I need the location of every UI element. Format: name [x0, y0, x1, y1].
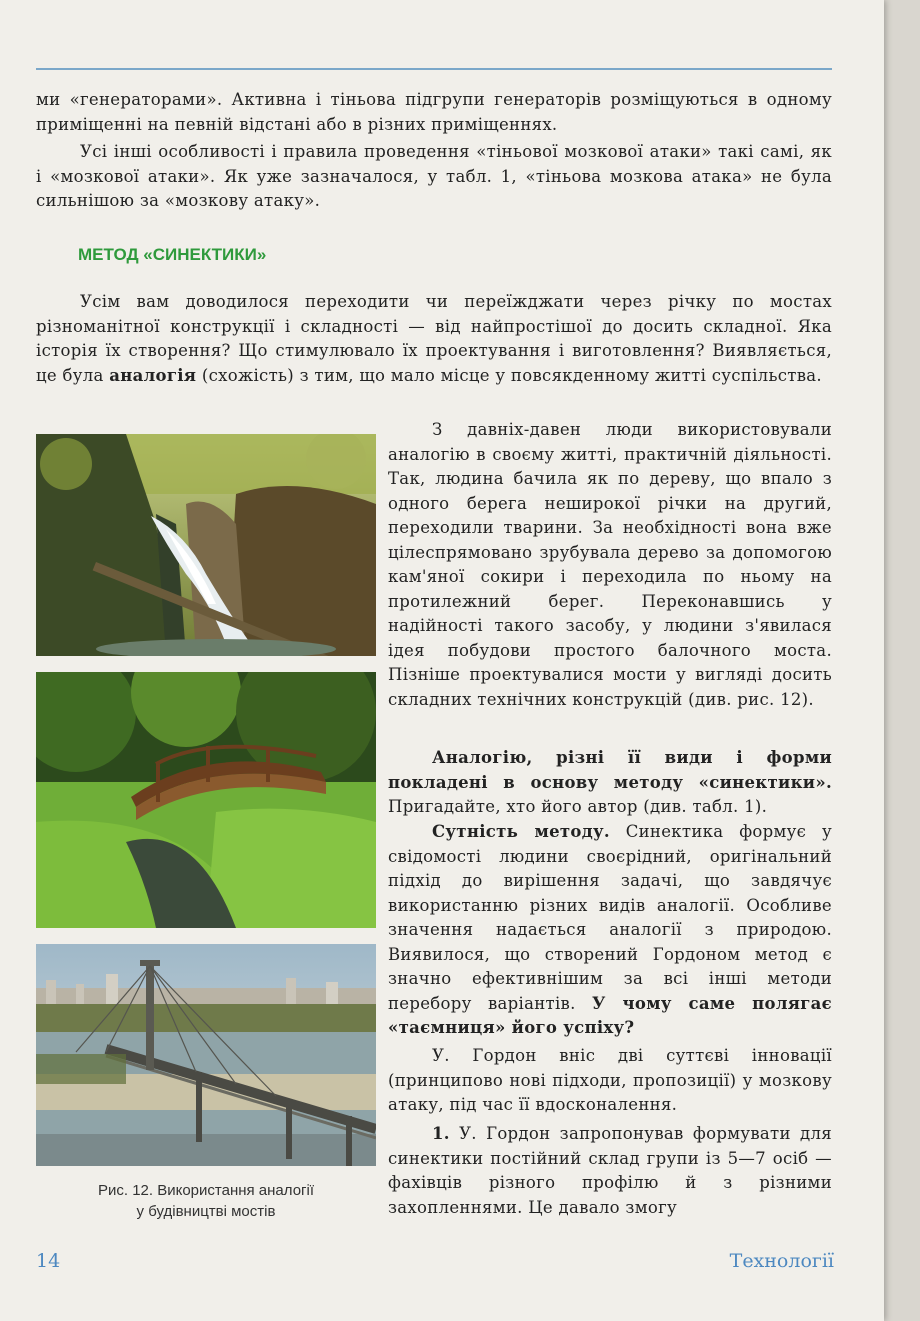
paragraph-shadow-attack — [36, 140, 832, 214]
paragraph-bridges-intro — [36, 290, 832, 388]
text-run: У. Гордон вніс дві суттєві інновації (принципово нові підходи, пропозиції) у мозкову атаку, під час її вдосконалення. — [388, 1046, 832, 1114]
bold-text-run: Сутність методу. — [432, 822, 610, 841]
figure-caption — [36, 1180, 376, 1222]
text-run: У. Гордон запропонував формувати для синектики постійний склад групи із 5—7 осіб — фахівців різного профілю й з різними захопленнями. Це давало змогу — [388, 1124, 832, 1217]
page-number: 14 — [36, 1250, 61, 1272]
waterfall-log-photo — [36, 434, 376, 656]
bold-text-run: аналогія — [109, 365, 197, 385]
paragraph-innovation-one — [388, 1122, 832, 1220]
wooden-footbridge-photo — [36, 672, 376, 928]
bold-text-run: 1. — [432, 1124, 450, 1143]
paragraph-method-essence — [388, 820, 832, 1041]
text-run: Синектика формує у свідомості людини своєрідний, оригінальний підхід до вирішення задачі, що завдячує використанню різних видів аналогії. Особливе значення надається аналогії з природою. Виявилося, що створений Гордоном метод є значно ефективнішим за всі інші методи перебору варіантів. — [388, 822, 833, 1013]
text-run: ми «генераторами». Активна і тіньова підгрупи генераторів розміщуються в одному приміщенні на певній відстані або в різних приміщеннях. — [36, 90, 832, 134]
text-run: Пригадайте, хто його автор (див. табл. 1). — [388, 797, 768, 816]
text-run: З давніх-давен люди використовували аналогію в своєму житті, практичній діяльності. Так, людина бачила як по дереву, що впало з одного берега неширокої річки на другий, переходили тварини. За необхідності вона вже цілеспрямовано зрубувала дерево за допомогою кам'яної сокири і переходила по ньому на протилежний берег. Переконавшись у надійності такого засобу, у людини з'явилася ідея побудови простого балочного моста. Пізніше проектувалися мости у вигляді досить складних технічних конструкцій (див. рис. 12). — [388, 420, 832, 709]
paragraph-ancient-analogy — [388, 418, 832, 712]
section-heading: МЕТОД «СИНЕКТИКИ» — [78, 245, 267, 264]
paragraph-synectics-basis — [388, 746, 832, 820]
caption-line-2: у будівництві мостів — [136, 1203, 276, 1220]
paragraph-generators — [36, 88, 832, 137]
bold-text-run: У чому саме полягає «таємниця» його успіху? — [388, 993, 832, 1037]
running-title: Технології — [729, 1250, 834, 1272]
header-rule — [36, 68, 832, 70]
text-run: Усі інші особливості і правила проведення «тіньової мозкової атаки» такі самі, як і «мозкової атаки». Як уже зазначалося, у табл. 1, «тіньова мозкова атака» не була сильнішою за «мозкову атаку». — [36, 142, 832, 210]
caption-line-1: Рис. 12. Використання аналогії — [97, 1182, 315, 1199]
city-bridge-photo — [36, 944, 376, 1166]
text-run: Усім вам доводилося переходити чи переїжджати через річку по мостах різноманітної конструкції і складності — від найпростішої до досить складної. Яка історія їх створення? Що стимулювало їх проектування і виготовлення? Виявляється, це була — [36, 292, 832, 385]
bold-text-run: Аналогію, різні її види і форми покладені в основу методу «синектики». — [388, 748, 832, 792]
paragraph-gordon-innovations — [388, 1044, 832, 1118]
text-run: (схожість) з тим, що мало місце у повсякденному житті суспільства. — [196, 365, 822, 385]
